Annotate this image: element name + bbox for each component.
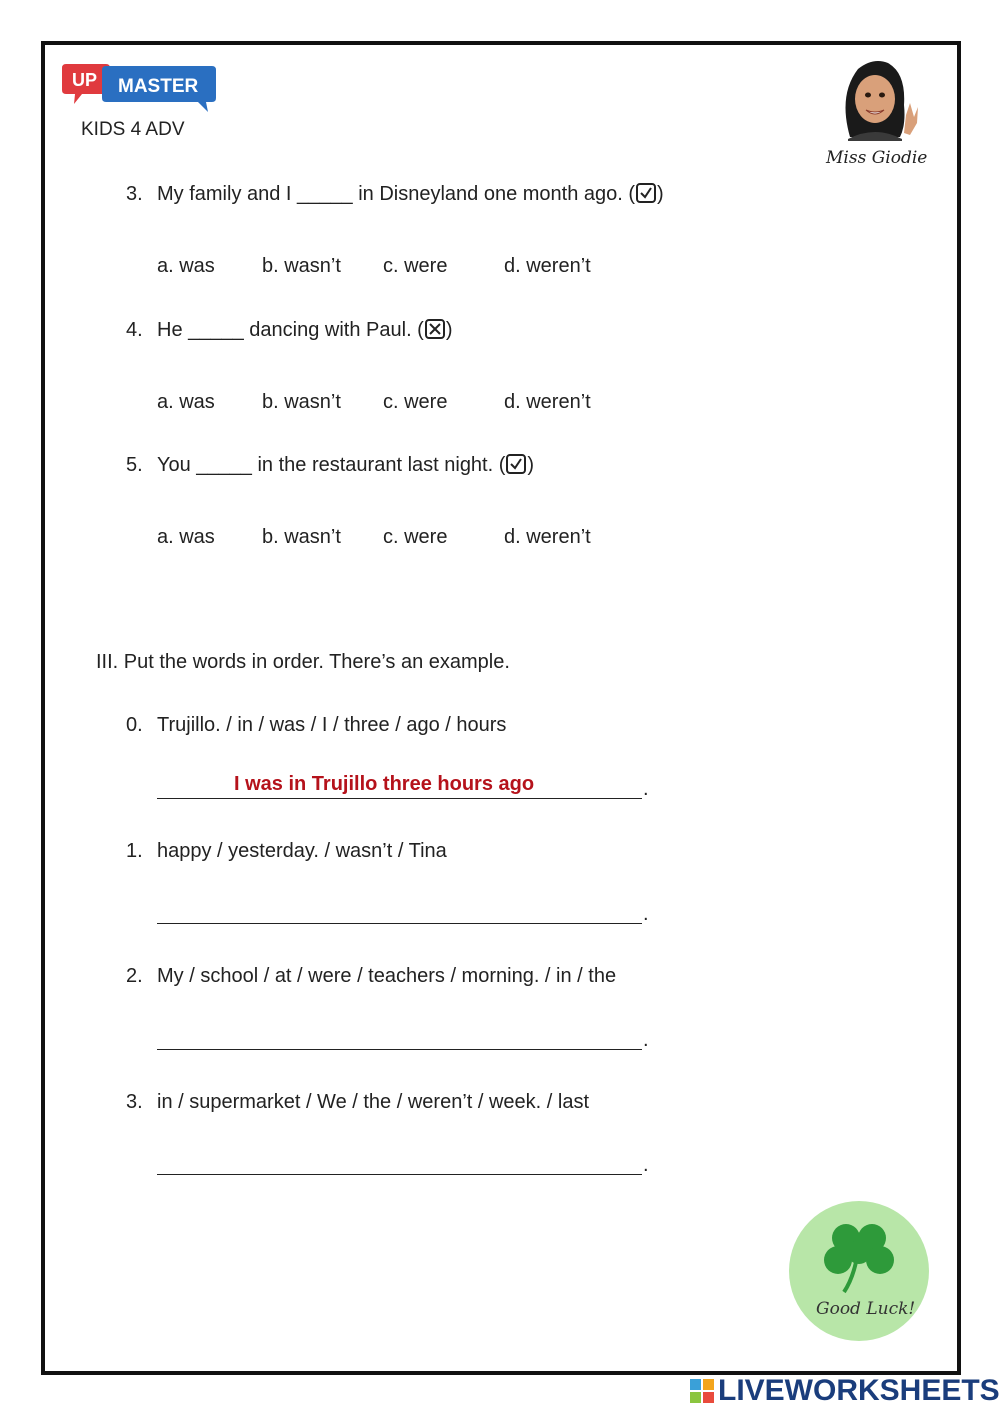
question-text: My family and I _____ in Disneyland one month ago. ( (157, 183, 636, 205)
section-3-title: III. Put the words in order. There’s an example. (96, 651, 510, 673)
logo-master-text: MASTER (118, 76, 199, 97)
example-answer: I was in Trujillo three hours ago (234, 773, 535, 795)
answer-line-3[interactable] (157, 1174, 642, 1175)
cross-icon (425, 319, 445, 339)
question-3 (126, 183, 664, 206)
teacher-avatar (818, 55, 943, 175)
question-number: 3. (126, 183, 143, 205)
option-c[interactable]: c. were (383, 391, 448, 413)
item-number: 3. (126, 1091, 143, 1113)
item-number: 2. (126, 965, 143, 987)
level-label: KIDS 4 ADV (81, 119, 185, 140)
scrambled-words: in / supermarket / We / the / weren’t / week. / last (157, 1091, 590, 1113)
option-b[interactable]: b. wasn’t (262, 526, 341, 548)
order-item-0 (126, 714, 506, 737)
question-text: He _____ dancing with Paul. ( (157, 319, 424, 341)
option-b[interactable]: b. wasn’t (262, 255, 341, 277)
upmaster-logo (62, 64, 222, 114)
question-5 (126, 454, 534, 477)
question-close-paren: ) (445, 319, 453, 341)
option-a[interactable]: a. was (157, 526, 215, 548)
answer-line-1[interactable] (157, 923, 642, 924)
question-number: 4. (126, 319, 143, 341)
option-d[interactable]: d. weren’t (504, 526, 591, 548)
signature-text: Miss Giodie (826, 148, 928, 168)
option-a[interactable]: a. was (157, 391, 215, 413)
answer-line-2[interactable] (157, 1049, 642, 1050)
answer-line-0 (157, 798, 642, 799)
scrambled-words: Trujillo. / in / was / I / three / ago / hours (157, 714, 507, 736)
answer-period: . (643, 1154, 649, 1176)
option-c[interactable]: c. were (383, 255, 448, 277)
liveworksheets-brand (690, 1374, 1000, 1408)
check-icon (506, 454, 526, 474)
answer-period: . (643, 1029, 649, 1051)
option-d[interactable]: d. weren’t (504, 255, 591, 277)
answer-period: . (643, 903, 649, 925)
scrambled-words: My / school / at / were / teachers / morning. / in / the (157, 965, 617, 987)
liveworksheets-text: LIVEWORKSHEETS (718, 1374, 1000, 1407)
order-item-1 (126, 840, 447, 863)
option-d[interactable]: d. weren’t (504, 391, 591, 413)
question-text: You _____ in the restaurant last night. ( (157, 454, 506, 476)
item-number: 0. (126, 714, 143, 736)
question-4 (126, 319, 453, 342)
item-number: 1. (126, 840, 143, 862)
logo-up-text: UP (72, 70, 98, 90)
good-luck-text: Good Luck! (816, 1299, 916, 1319)
order-item-3 (126, 1091, 589, 1114)
order-item-2 (126, 965, 616, 988)
question-number: 5. (126, 454, 143, 476)
option-b[interactable]: b. wasn’t (262, 391, 341, 413)
liveworksheets-logo-icon (690, 1379, 714, 1403)
scrambled-words: happy / yesterday. / wasn’t / Tina (157, 840, 447, 862)
question-close-paren: ) (527, 454, 535, 476)
answer-period: . (643, 778, 649, 800)
question-close-paren: ) (657, 183, 664, 205)
good-luck-badge (788, 1200, 930, 1342)
option-a[interactable]: a. was (157, 255, 215, 277)
check-icon (636, 183, 656, 203)
option-c[interactable]: c. were (383, 526, 448, 548)
